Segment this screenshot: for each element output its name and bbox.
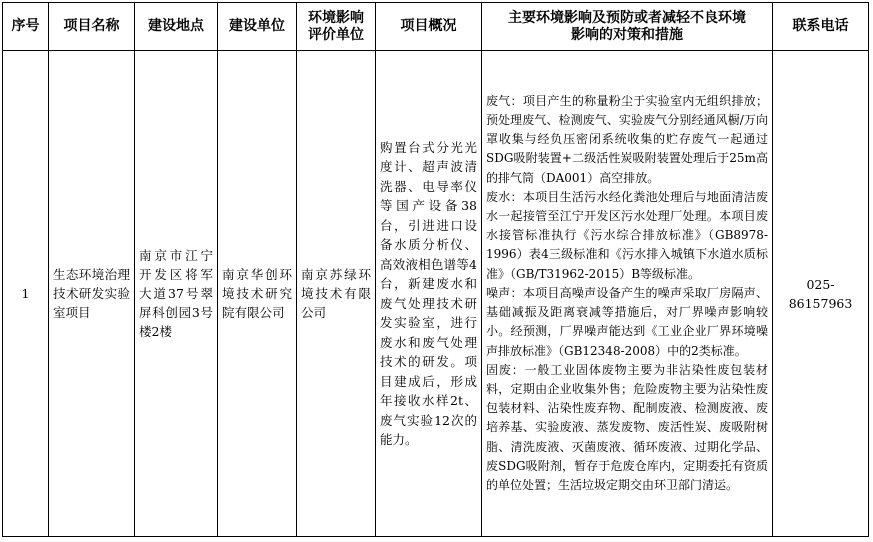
cell-phone: 025-86157963: [773, 51, 869, 537]
impact-noise: 噪声：本项目高噪声设备产生的噪声采取厂房隔声、基础减振及距离衰减等措施后，对厂界噪声影响较小。经预测，厂界噪声能达到《工业企业厂界环境噪声排放标准》（GB12348-2008）中的2类标准。: [486, 285, 768, 358]
eia-publicity-table: [2, 2, 869, 537]
header-row: [3, 3, 869, 51]
cell-overview: 购置台式分光光度计、超声波清洗器、电导率仪等国产设备38台，引进进口设备水质分析仪、高效液相色谱等4台，新建废水和废气处理技术研发实验室，进行废水和废气处理技术的研发。项目建成后，形成年接收水样2t、废气实验12次的能力。: [376, 51, 482, 537]
header-impacts: 主要环境影响及预防或者减轻不良环境影响的对策和措施: [482, 3, 773, 51]
cell-location: 南京市江宁开发区将军大道37号翠屏科创园3号楼2楼: [135, 51, 218, 537]
cell-project-name: 生态环境治理技术研发实验室项目: [49, 51, 135, 537]
cell-impacts: [482, 51, 773, 537]
header-builder: 建设单位: [218, 3, 297, 51]
impact-wastewater: 废水：本项目生活污水经化粪池处理后与地面清洁废水一起接管至江宁开发区污水处理厂处理。本项目废水接管标准执行《污水综合排放标准》（GB8978-1996）表4三级标准和《污水排入城镇下水道水质标准》（GB/T31962-2015）B等级标准。: [486, 189, 768, 281]
impact-solid-waste: 固废：一般工业固体废物主要为非沾染性废包装材料，定期由企业收集外售；危险废物主要为沾染性废包装材料、沾染性废弃物、配制废液、检测废液、废培养基、实验废液、蒸发废物、废活性炭、废吸附树脂、清洗废液、灭菌废液、循环废液、过期化学品、废SDG吸附剂，暂存于危废仓库内，定期委托有资质的单位处置；生活垃圾定期交由环卫部门清运。: [486, 362, 768, 492]
header-overview: 项目概况: [376, 3, 482, 51]
header-seq: 序号: [3, 3, 49, 51]
impact-waste-gas: 废气：项目产生的称量粉尘于实验室内无组织排放；预处理废气、检测废气、实验废气分别经通风橱/万向罩收集与经负压密闭系统收集的贮存废气一起通过SDG吸附装置+二级活性炭吸附装置处理后于25m高的排气筒（DA001）高空排放。: [486, 93, 768, 185]
cell-builder: 南京华创环境技术研究院有限公司: [218, 51, 297, 537]
header-phone: 联系电话: [773, 3, 869, 51]
table-row: [3, 51, 869, 537]
cell-seq: 1: [3, 51, 49, 537]
cell-eia-unit: 南京苏绿环境技术有限公司: [297, 51, 376, 537]
header-location: 建设地点: [135, 3, 218, 51]
header-project-name: 项目名称: [49, 3, 135, 51]
header-eia-unit: 环境影响评价单位: [297, 3, 376, 51]
